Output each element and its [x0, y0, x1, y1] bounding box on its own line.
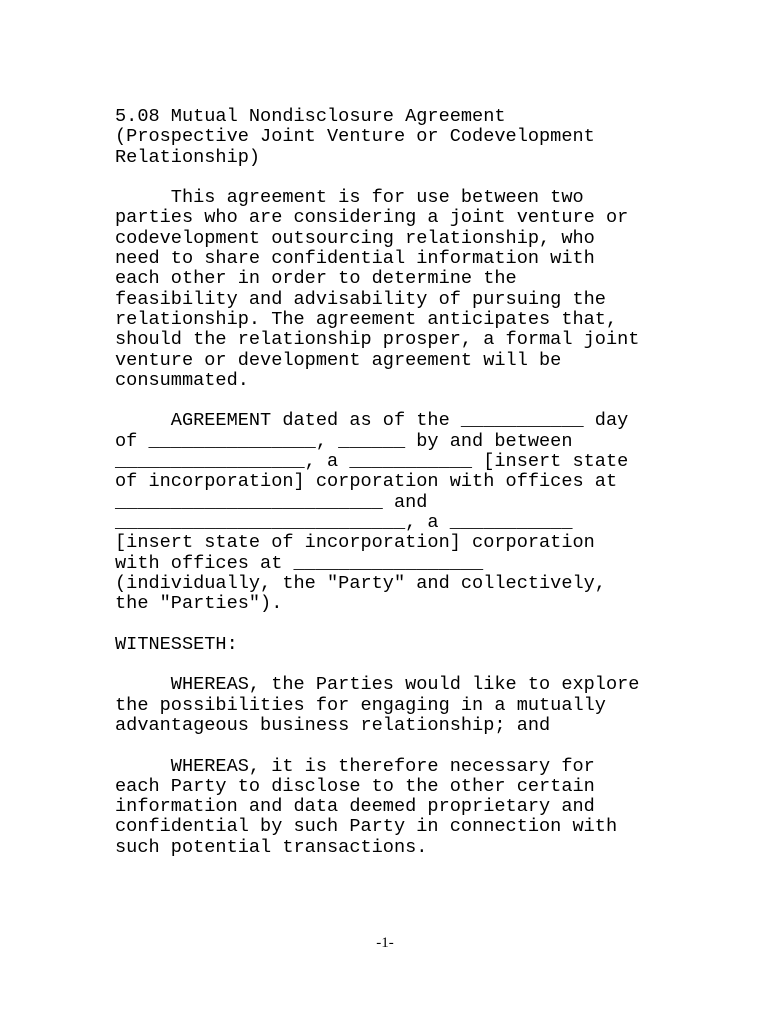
blank-line — [115, 391, 675, 411]
paragraph-line: information and data deemed proprietary and — [115, 796, 595, 818]
paragraph-line: venture or development agreement will be — [115, 349, 562, 371]
title-line: Relationship) — [115, 146, 261, 168]
paragraph-line: __________________________, a ___________ — [115, 511, 573, 533]
witnesseth-heading — [115, 635, 675, 655]
paragraph-line: need to share confidential information with — [115, 248, 595, 270]
agreement-paragraph — [115, 411, 675, 614]
paragraph-line: with offices at _________________ — [115, 552, 484, 574]
paragraph-line: should the relationship prosper, a formal joint — [115, 329, 640, 351]
paragraph-line: advantageous business relationship; and — [115, 714, 551, 736]
whereas-paragraph-2 — [115, 757, 675, 858]
whereas-paragraph-1 — [115, 675, 675, 736]
page-number: -1- — [376, 935, 394, 951]
paragraph-line: the "Parties"). — [115, 593, 283, 615]
title-line: 5.08 Mutual Nondisclosure Agreement — [115, 106, 506, 127]
paragraph-line: such potential transactions. — [115, 836, 428, 858]
paragraph-line: relationship. The agreement anticipates that, — [115, 308, 618, 330]
blank-line — [115, 614, 675, 634]
paragraph-line: parties who are considering a joint venture or — [115, 207, 629, 229]
paragraph-line: consummated. — [115, 369, 249, 391]
paragraph-line: feasibility and advisability of pursuing the — [115, 288, 606, 310]
paragraph-line: of _______________, ______ by and between — [115, 430, 573, 452]
paragraph-line: WHEREAS, the Parties would like to explore — [115, 674, 640, 696]
paragraph-line: each other in order to determine the — [115, 268, 517, 290]
title-line: (Prospective Joint Venture or Codevelopment — [115, 126, 595, 148]
paragraph-line: WHEREAS, it is therefore necessary for — [115, 755, 595, 777]
paragraph-line: codevelopment outsourcing relationship, who — [115, 227, 595, 249]
intro-paragraph — [115, 188, 675, 391]
paragraph-line: AGREEMENT dated as of the ___________ day — [115, 410, 629, 432]
paragraph-line: of incorporation] corporation with offices at — [115, 471, 618, 493]
paragraph-line: confidential by such Party in connection with — [115, 816, 618, 838]
blank-line — [115, 736, 675, 756]
paragraph-line: This agreement is for use between two — [115, 187, 584, 209]
blank-line — [115, 655, 675, 675]
document-body — [115, 107, 675, 858]
paragraph-line: each Party to disclose to the other certain — [115, 775, 595, 797]
blank-line — [115, 168, 675, 188]
paragraph-line: [insert state of incorporation] corporation — [115, 532, 595, 554]
document-title — [115, 107, 675, 168]
paragraph-line: ________________________ and — [115, 491, 428, 513]
heading-line: WITNESSETH: — [115, 633, 238, 655]
paragraph-line: the possibilities for engaging in a mutually — [115, 694, 606, 716]
paragraph-line: (individually, the "Party" and collectively, — [115, 572, 606, 594]
paragraph-line: _________________, a ___________ [insert state — [115, 451, 629, 473]
